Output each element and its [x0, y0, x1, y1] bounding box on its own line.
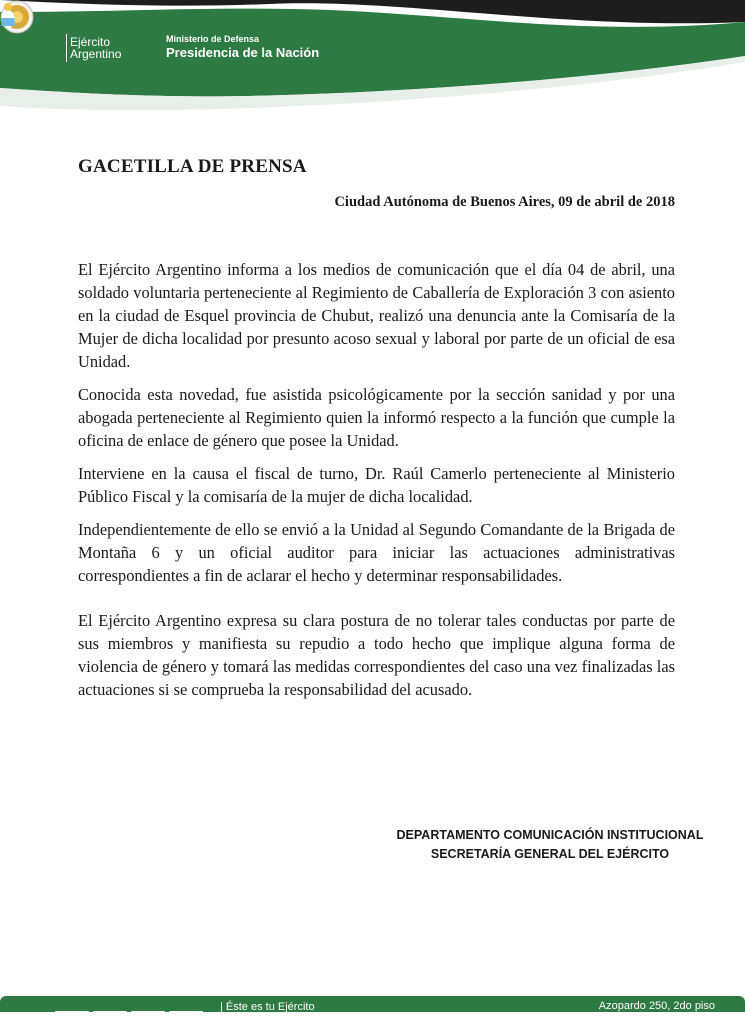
letterhead-header	[0, 0, 745, 115]
footer-logo-icon	[169, 1011, 203, 1019]
press-release-body	[78, 258, 675, 711]
document-title: GACETILLA DE PRENSA	[78, 156, 307, 177]
ministry-line2: Presidencia de la Nación	[166, 45, 320, 60]
paragraph-4: Independientemente de ello se envió a la Unidad al Segundo Comandante de la Brigada de Montaña 6 y un oficial auditor para iniciar las actuaciones administrativas correspondientes a fin de aclarar el hecho y determinar responsabilidades.	[78, 520, 675, 585]
footer-logo-strip	[55, 1006, 207, 1024]
signature-block	[380, 826, 720, 864]
letterhead-footer	[0, 996, 745, 1012]
signature-department: DEPARTAMENTO COMUNICACIÓN INSTITUCIONAL	[396, 828, 704, 842]
paragraph-2: Conocida esta novedad, fue asistida psicológicamente por la sección sanidad y por una abogada perteneciente al Regimiento quien la informó respecto a la función que cumple la oficina de enlace de género que posee la Unidad.	[78, 385, 675, 450]
national-shield-icon	[0, 0, 16, 32]
ministry-line1: Ministerio de Defensa	[166, 34, 260, 44]
footer-logo-icon	[55, 1011, 89, 1019]
dateline: Ciudad Autónoma de Buenos Aires, 09 de abril de 2018	[334, 194, 675, 210]
paragraph-5: El Ejército Argentino expresa su clara postura de no tolerar tales conductas por parte de sus miembros y manifiesta su repudio a todo hecho que implique alguna forma de violencia de género y tomará las medidas correspondientes del caso una vez finalizadas las actuaciones si se comprueba la responsabilidad del acusado.	[78, 611, 675, 699]
footer-address: Azopardo 250, 2do piso	[598, 1000, 715, 1012]
ministry-name	[166, 34, 319, 60]
footer-logo-icon	[131, 1011, 165, 1019]
logo-divider	[66, 34, 67, 62]
army-name-line2: Argentino	[70, 47, 122, 61]
paragraph-1: El Ejército Argentino informa a los medios de comunicación que el día 04 de abril, una soldado voluntaria perteneciente al Regimiento de Caballería de Exploración 3 con asiento en la ciudad de Esquel provincia de Chubut, realizó una denuncia ante la Comisaría de la Mujer de dicha localidad por presunto acoso sexual y laboral por parte de un oficial de esa Unidad.	[78, 260, 675, 371]
army-name	[70, 36, 121, 60]
footer-logo-icon	[93, 1011, 127, 1019]
signature-secretariat: SECRETARÍA GENERAL DEL EJÉRCITO	[430, 847, 670, 861]
paragraph-3: Interviene en la causa el fiscal de turno, Dr. Raúl Camerlo perteneciente al Ministerio Público Fiscal y la comisaría de la mujer de dicha localidad.	[78, 464, 675, 506]
army-name-line1: Ejército	[70, 35, 111, 49]
footer-slogan: | Éste es tu Ejército	[220, 1001, 315, 1013]
